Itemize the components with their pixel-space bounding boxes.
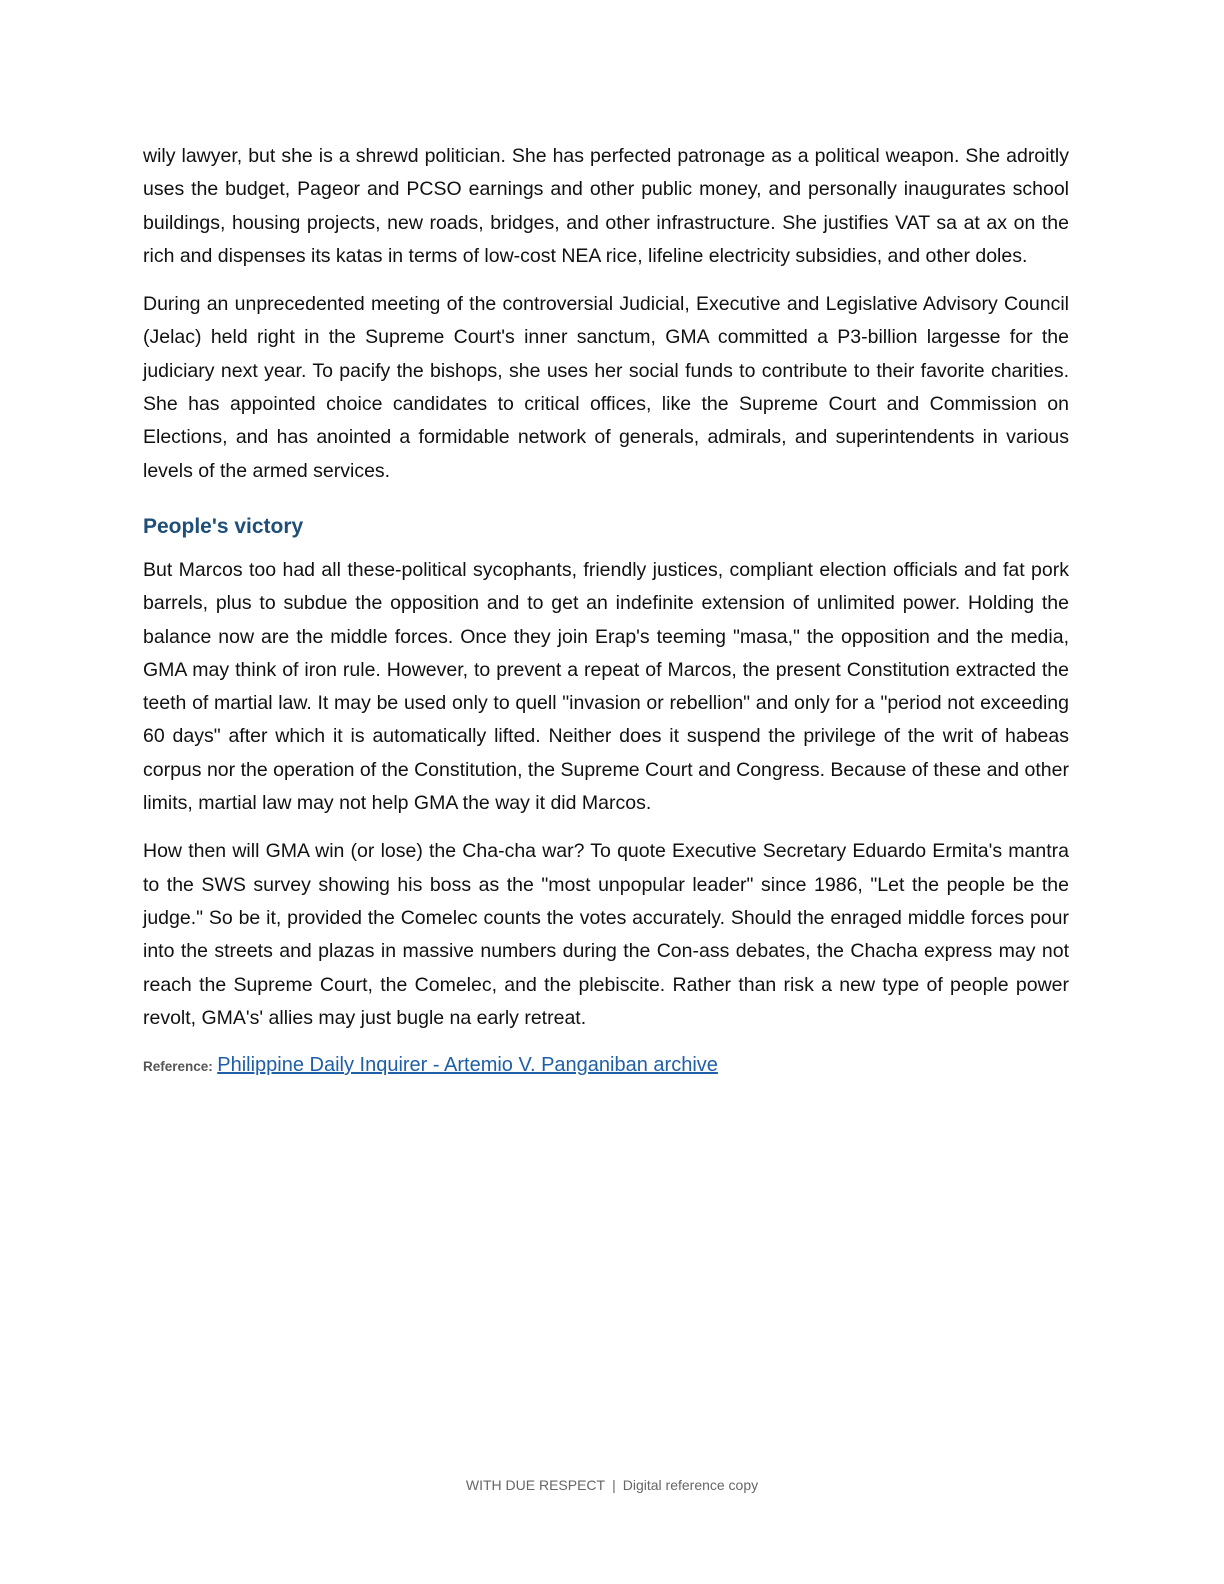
footer-separator: |: [612, 1477, 616, 1493]
section-heading: People's victory: [143, 514, 304, 538]
paragraph-jelac: During an unprecedented meeting of the controversial Judicial, Executive and Legislative Advisory Council (Jelac) held right in the Supreme Court's inner sanctum, GMA committed a P3-billion largesse for the judiciary next year. To pacify the bishops, she uses her social funds to contribute to their favorite charities. She has appointed choice candidates to critical offices, like the Supreme Court and Commission on Elections, and has anointed a formidable network of generals, admirals, and superintendents in various levels of the armed services.: [143, 293, 1069, 482]
paragraph-patronage: wily lawyer, but she is a shrewd politician. She has perfected patronage as a political weapon. She adroitly uses the budget, Pageor and PCSO earnings and other public money, and personally inaugurates school buildings, housing projects, new roads, bridges, and other infrastructure. She justifies VAT sa at ax on the rich and dispenses its katas in terms of low-cost NEA rice, lifeline electricity subsidies, and other doles.: [143, 145, 1069, 267]
paragraph-chacha-war: How then will GMA win (or lose) the Cha-cha war? To quote Executive Secretary Eduardo Ermita's mantra to the SWS survey showing his boss as the "most unpopular leader" since 1986, "Let the people be the judge." So be it, provided the Comelec counts the votes accurately. Should the enraged middle forces pour into the streets and plazas in massive numbers during the Con-ass debates, the Chacha express may not reach the Supreme Court, the Comelec, and the plebiscite. Rather than risk a new type of people power revolt, GMA's' allies may just bugle na early retreat.: [143, 840, 1069, 1029]
reference-label: Reference:: [143, 1059, 213, 1075]
page-footer: [0, 1477, 1224, 1493]
paragraph-martial-law: But Marcos too had all these-political sycophants, friendly justices, compliant election officials and fat pork barrels, plus to subdue the opposition and to get an indefinite extension of unlimited power. Holding the balance now are the middle forces. Once they join Erap's teeming "masa," the opposition and the media, GMA may think of iron rule. However, to prevent a repeat of Marcos, the present Constitution extracted the teeth of martial law. It may be used only to quell "invasion or rebellion" and only for a "period not exceeding 60 days" after which it is automatically lifted. Neither does it suspend the privilege of the writ of habeas corpus nor the operation of the Constitution, the Supreme Court and Congress. Because of these and other limits, martial law may not help GMA the way it did Marcos.: [143, 558, 1069, 815]
reference-link[interactable]: Philippine Daily Inquirer - Artemio V. Panganiban archive: [217, 1054, 718, 1077]
reference-line: [143, 1050, 1069, 1082]
footer-title: WITH DUE RESPECT: [465, 1477, 606, 1493]
footer-subtitle: Digital reference copy: [622, 1477, 759, 1493]
article-body: [143, 140, 1069, 1082]
